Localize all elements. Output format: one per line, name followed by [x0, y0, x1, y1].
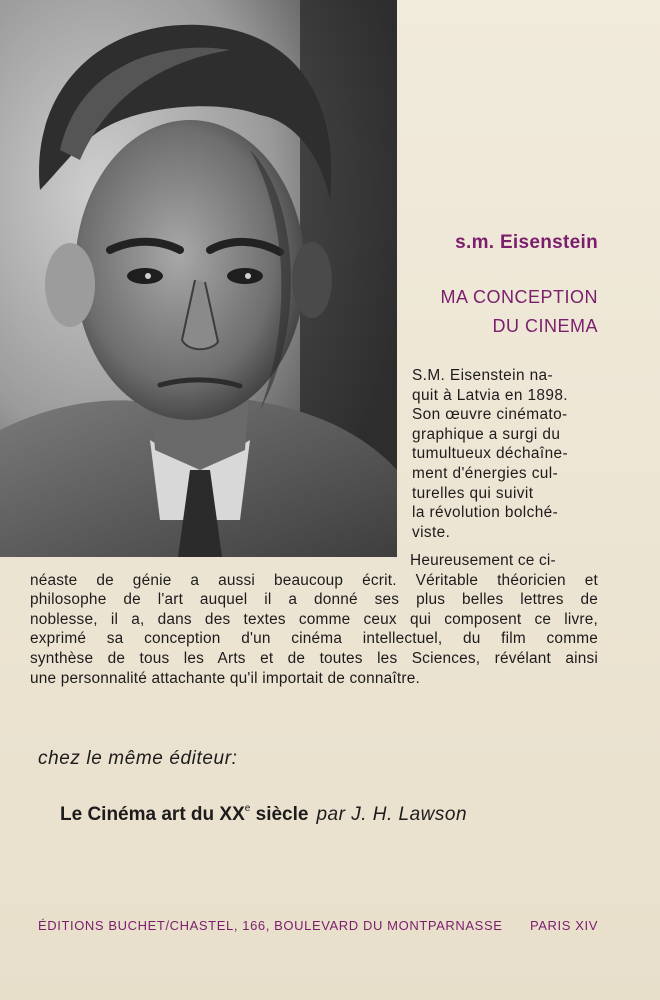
publisher-address: ÉDITIONS BUCHET/CHASTEL, 166, BOULEVARD DU MONTPARNASSE: [38, 918, 503, 933]
other-book-title-end: siècle: [250, 804, 309, 825]
bio-line: S.M. Eisenstein na-: [412, 367, 554, 384]
author-portrait: [0, 0, 397, 557]
description-line: une personnalité attachante qu'il importait de connaître.: [30, 669, 420, 687]
author-name: s.m. Eisenstein: [455, 232, 598, 253]
publisher-imprint: [38, 918, 598, 933]
book-title: [410, 283, 598, 341]
century-superscript: e: [244, 803, 251, 814]
bio-line: viste.: [412, 523, 451, 541]
portrait-illustration: [0, 0, 397, 557]
description-line: philosophe de l'art auquel il a donné ses plus belles lettres de: [30, 591, 598, 609]
publisher-city: PARIS XIV: [529, 918, 598, 933]
bio-line: tumultueux déchaîne-: [412, 445, 569, 463]
other-book-byline: par J. H. Lawson: [316, 804, 468, 825]
other-book-title: Le Cinéma art du XX: [60, 804, 245, 825]
book-title-line: MA CONCEPTION: [440, 287, 598, 307]
bio-line: ment d'énergies cul-: [412, 464, 559, 482]
other-book-listing: [60, 803, 600, 826]
same-publisher-note: chez le même éditeur:: [38, 748, 238, 769]
author-bio: [412, 366, 598, 542]
description-line: synthèse de tous les Arts et de toutes les Sciences, révélant ainsi: [30, 649, 598, 667]
book-title-line: DU CINEMA: [492, 316, 598, 336]
bio-line: turelles qui suivit: [412, 484, 534, 502]
bio-line: quit à Latvia en 1898.: [412, 386, 568, 404]
description-line: néaste de génie a aussi beaucoup écrit. Véritable théoricien et: [30, 571, 598, 589]
description-line: exprimé sa conception d'un cinéma intellectuel, du film comme: [30, 630, 598, 648]
bio-line: Son œuvre cinémato-: [412, 406, 568, 424]
bio-line: la révolution bolché-: [412, 504, 559, 522]
book-description: [30, 551, 598, 688]
bio-line: graphique a surgi du: [412, 425, 561, 443]
description-line: noblesse, il a, dans des textes comme ceux qui composent ce livre,: [30, 610, 598, 628]
description-line: Heureusement ce ci-: [410, 552, 556, 569]
